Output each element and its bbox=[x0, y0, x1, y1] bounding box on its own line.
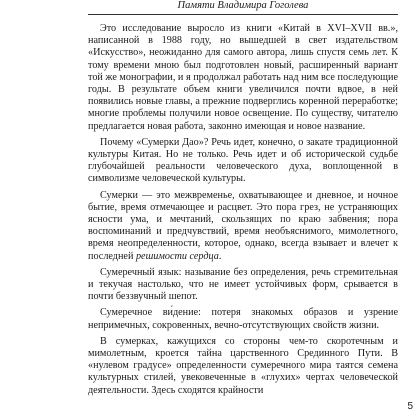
paragraph-6: В сумерках, кажущихся со стороны чем-то скоротечным и мимолетным, кроется тайна царственного Срединного Пути. В «нулевом градусе» определенности сумеречного мира таятся семена культурных стилей, увековеченные в «глухих» чертах человеческой деятельности. Здесь сходятся крайности bbox=[88, 335, 398, 396]
page-number: 5 bbox=[407, 401, 413, 412]
paragraph-3 bbox=[88, 190, 398, 263]
paragraph-3-text: Сумерки — это межвременье, охватывающее и дневное, и ночное бытие, время отмечающее и расцвет. Это пора грез, не устраняющих ясности ума, и мечтаний, скользящих по краю забвения; пора воспоминаний и предчувствий, время необъяснимого, мимолетного, время неопределенности, которое, однако, всегда взывает и влечет к последней bbox=[88, 189, 398, 262]
main-text bbox=[88, 23, 398, 401]
paragraph-3-emphasis: решимости сердца bbox=[135, 250, 219, 262]
paragraph-5: Сумеречное ви́дение: потеря знакомых образов и узрение непримечных, сокровенных, вечно-отсутствующих свойств жизни. bbox=[88, 307, 398, 331]
paragraph-1: Это исследование выросло из книги «Китай в XVI–XVII вв.», написанной в 1988 году, но вышедшей в свет издательством «Искусство», неожиданно для самого автора, лишь спустя семь лет. К тому времени мною был подготовлен новый, расширенный вариант той же монографии, и я продолжал работать над ним все последующие годы. В результате объем книги увеличился почти вдвое, в ней появились новые главы, а прежние подверглись коренной переработке; многие проблемы получили новое освещение. По существу, читателю предлагается новая работа, законно имеющая и новое название. bbox=[88, 23, 398, 132]
running-header: Памяти Владимира Гоголева bbox=[88, 0, 398, 15]
paragraph-4: Сумеречный язык: называние без определения, речь стремительная и текучая настолько, что не имеет устойчивых форм, срывается в почти беззвучный шепот. bbox=[88, 266, 398, 303]
paragraph-2: Почему «Сумерки Дао»? Речь идет, конечно, о закате традиционной культуры Китая. Но не только. Речь идет и об исторической судьбе глубочайшей реальности человеческого духа, воплощенной в символизме человеческой культуры. bbox=[88, 136, 398, 185]
paragraph-3-end: . bbox=[218, 250, 222, 262]
